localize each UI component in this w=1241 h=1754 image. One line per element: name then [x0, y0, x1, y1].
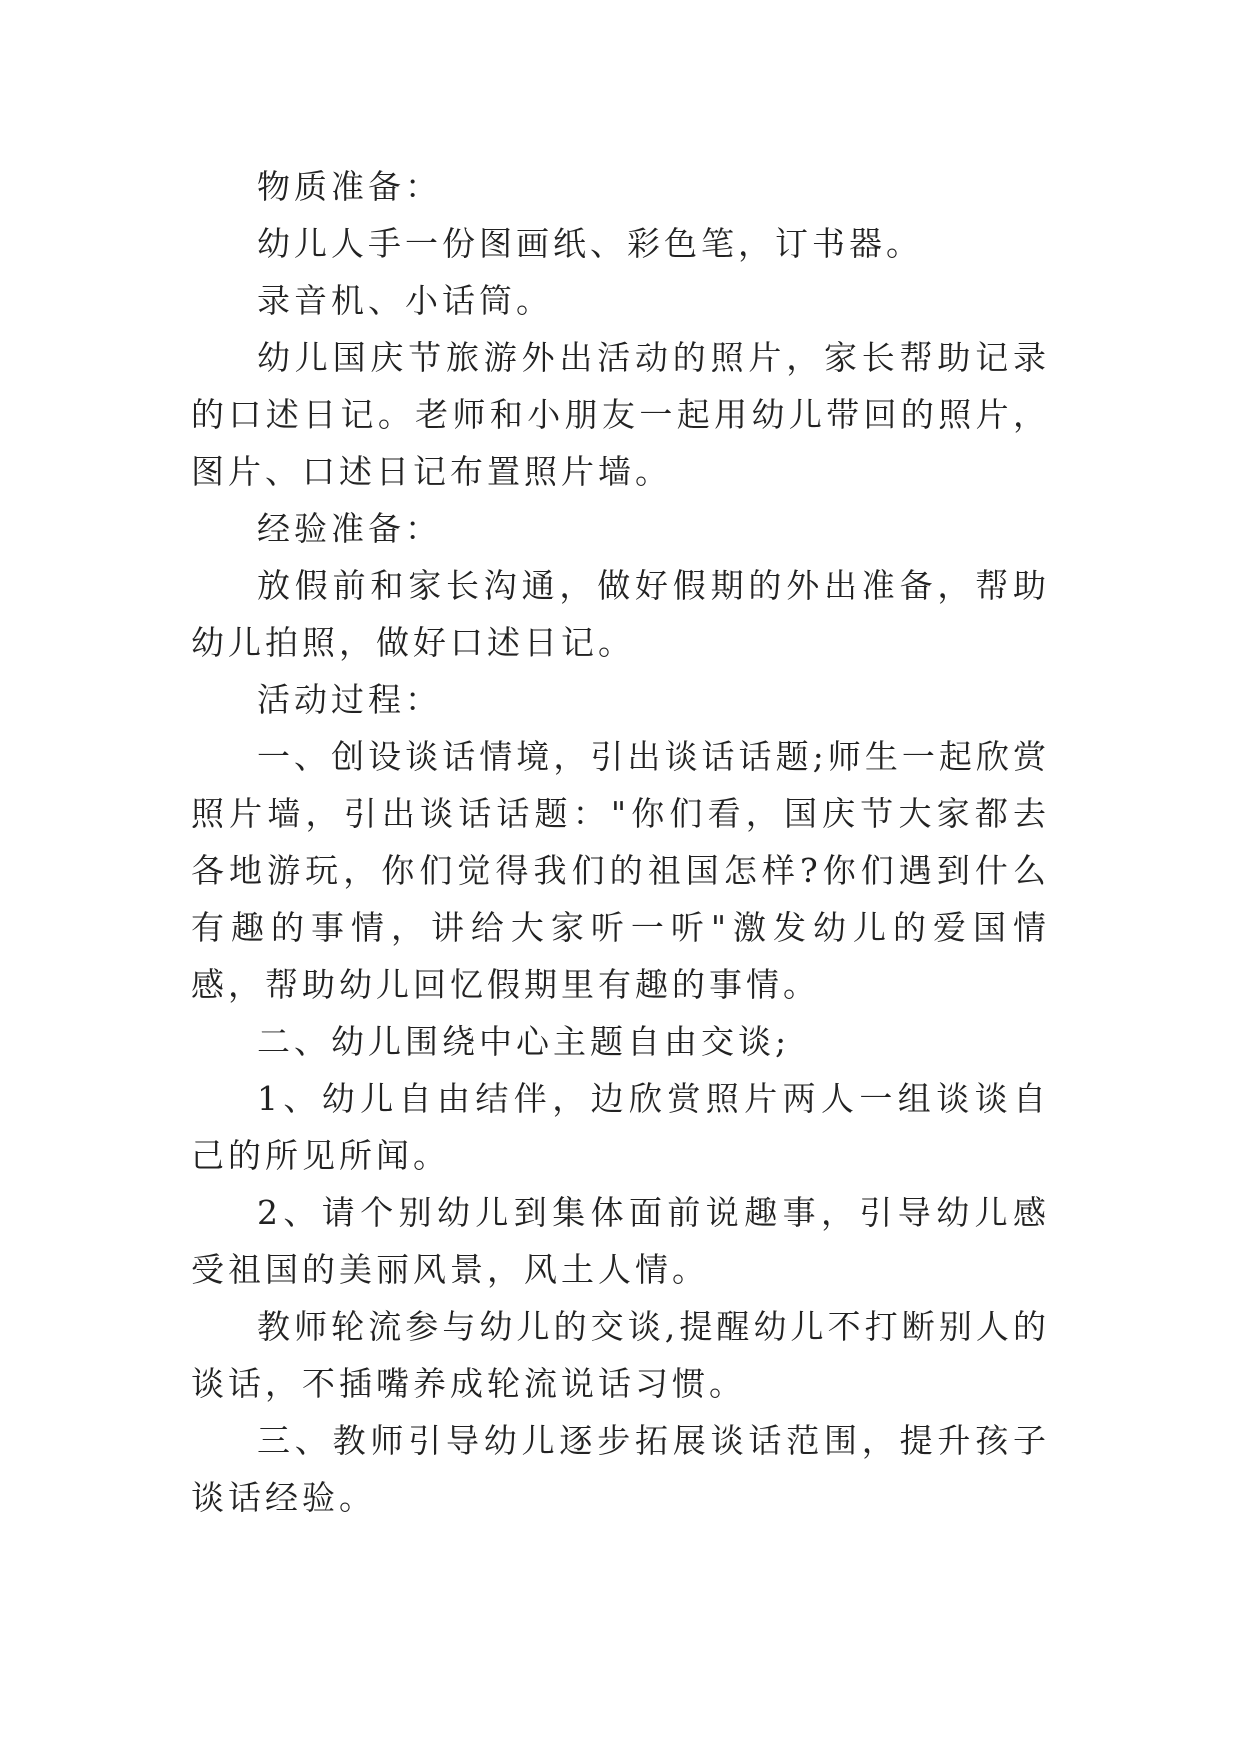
paragraph-step-one: 一、创设谈话情境，引出谈话话题;师生一起欣赏照片墙，引出谈话话题："你们看，国庆节大家都去各地游玩，你们觉得我们的祖国怎样?你们遇到什么有趣的事情，讲给大家听一听"激发幼儿的爱国情感，帮助幼儿回忆假期里有趣的事情。 [191, 737, 1050, 1004]
paragraph-materials-equipment: 录音机、小话筒。 [257, 281, 553, 320]
paragraph-step-three: 三、教师引导幼儿逐步拓展谈话范围，提升孩子谈话经验。 [191, 1421, 1050, 1517]
heading-experience-prep: 经验准备： [257, 509, 442, 548]
paragraph-experience-prep: 放假前和家长沟通，做好假期的外出准备，帮助幼儿拍照，做好口述日记。 [191, 566, 1050, 662]
document-page [191, 158, 1050, 1526]
heading-material-prep: 物质准备： [257, 167, 442, 206]
heading-activity-process: 活动过程： [257, 680, 442, 719]
paragraph-materials-children: 幼儿人手一份图画纸、彩色笔，订书器。 [257, 224, 923, 263]
paragraph-materials-photos: 幼儿国庆节旅游外出活动的照片，家长帮助记录的口述日记。老师和小朋友一起用幼儿带回的照片，图片、口述日记布置照片墙。 [191, 338, 1050, 491]
paragraph-teacher-role: 教师轮流参与幼儿的交谈,提醒幼儿不打断别人的谈话，不插嘴养成轮流说话习惯。 [191, 1307, 1050, 1403]
paragraph-step-two-item-2: 2、请个别幼儿到集体面前说趣事，引导幼儿感受祖国的美丽风景，风土人情。 [191, 1193, 1050, 1289]
paragraph-step-two-item-1: 1、幼儿自由结伴，边欣赏照片两人一组谈谈自己的所见所闻。 [191, 1079, 1050, 1175]
paragraph-step-two: 二、幼儿围绕中心主题自由交谈; [257, 1022, 791, 1061]
